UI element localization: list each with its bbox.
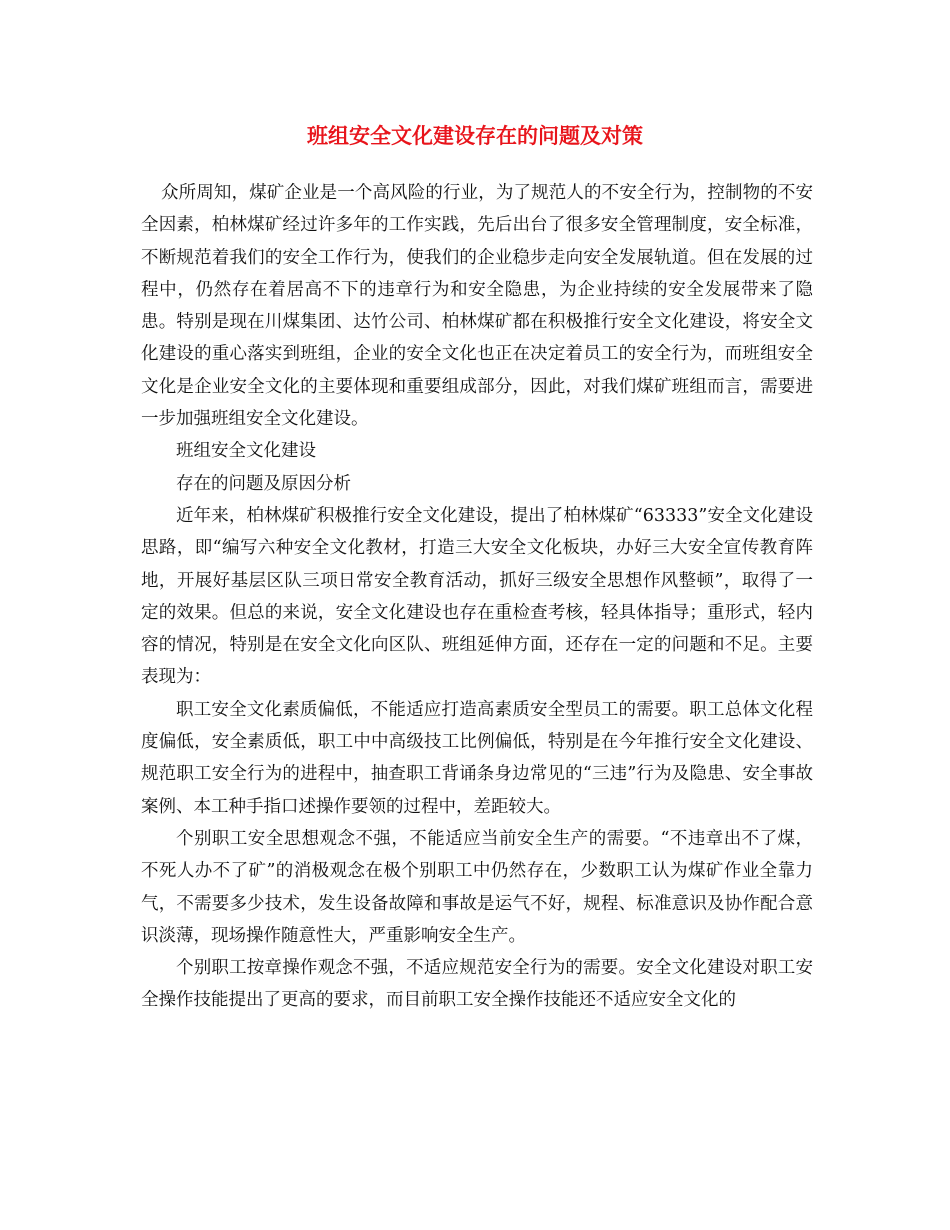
paragraph-issue-quality: 职工安全文化素质偏低，不能适应打造高素质安全型员工的需要。职工总体文化程度偏低，安全素质低，职工中中高级技工比例偏低，特别是在今年推行安全文化建设、规范职工安全行为的进程中，抽查职工背诵条身边常见的“三违”行为及隐患、安全事故案例、本工种手指口述操作要领的过程中，差距较大。 [141,699,813,817]
document-body [141,177,813,1017]
document-title: 班组安全文化建设存在的问题及对策 [307,123,643,148]
section-heading: 班组安全文化建设 [176,441,316,462]
paragraph-issue-operation: 个别职工按章操作观念不强，不适应规范安全行为的需要。安全文化建设对职工安全操作技能提出了更高的要求，而目前职工安全操作技能还不适应安全文化的 [141,958,813,1011]
paragraph-intro: 众所周知，煤矿企业是一个高风险的行业，为了规范人的不安全行为，控制物的不安全因素，柏林煤矿经过许多年的工作实践，先后出台了很多安全管理制度，安全标准，不断规范着我们的安全工作行为，使我们的企业稳步走向安全发展轨道。但在发展的过程中，仍然存在着居高不下的违章行为和安全隐患，为企业持续的安全发展带来了隐患。特别是现在川煤集团、达竹公司、柏林煤矿都在积极推行安全文化建设，将安全文化建设的重心落实到班组，企业的安全文化也正在决定着员工的安全行为，而班组安全文化是企业安全文化的主要体现和重要组成部分，因此，对我们煤矿班组而言，需要进一步加强班组安全文化建设。 [141,183,813,430]
subsection-heading: 存在的问题及原因分析 [176,473,351,494]
paragraph-background: 近年来，柏林煤矿积极推行安全文化建设，提出了柏林煤矿“63333”安全文化建设思路，即“编写六种安全文化教材，打造三大安全文化板块，办好三大安全宣传教育阵地，开展好基层区队三项日常安全教育活动，抓好三级安全思想作风整顿”，取得了一定的效果。但总的来说，安全文化建设也存在重检查考核，轻具体指导；重形式，轻内容的情况，特别是在安全文化向区队、班组延伸方面，还存在一定的问题和不足。主要表现为： [141,505,813,688]
paragraph-issue-mindset: 个别职工安全思想观念不强，不能适应当前安全生产的需要。“不违章出不了煤，不死人办不了矿”的消极观念在极个别职工中仍然存在，少数职工认为煤矿作业全靠力气，不需要多少技术，发生设备故障和事故是运气不好，规程、标准意识及协作配合意识淡薄，现场操作随意性大，严重影响安全生产。 [141,828,813,946]
